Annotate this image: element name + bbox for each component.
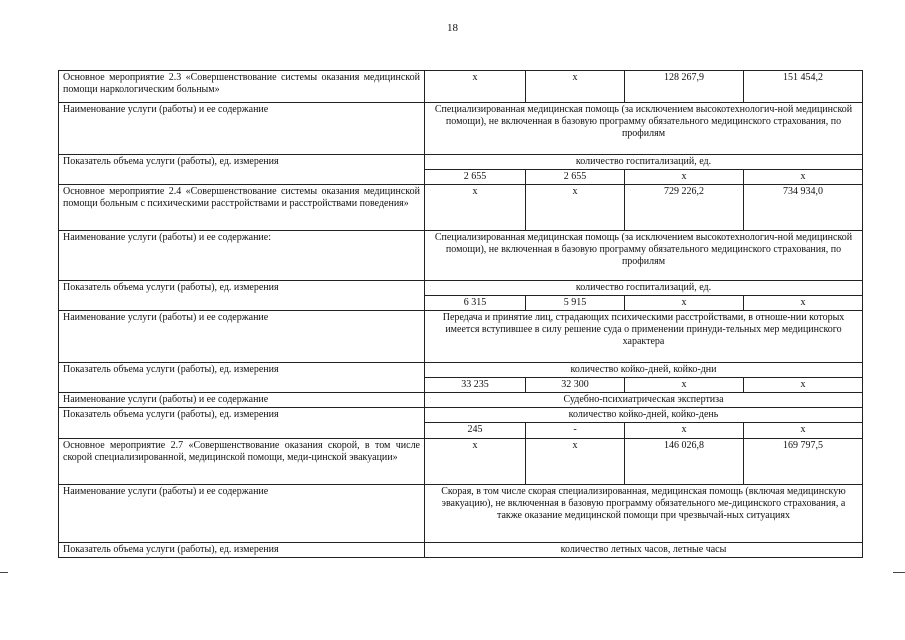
table-row [59,363,863,378]
value-cell: x [744,423,863,439]
table-row [59,311,863,363]
service-description: Специализированная медицинская помощь (за исключением высокотехнологич-ной медицинской помощи), не включенная в базовую программу обязательного медицинского страхования, по профилям [425,103,863,155]
value-cell: x [744,170,863,185]
value-cell: 169 797,5 [744,439,863,485]
value-cell: x [425,439,526,485]
activity-label: Основное мероприятие 2.7 «Совершенствование оказания скорой, в том числе скорой специализированной, медицинской помощи, меди-цинской эвакуации» [59,439,425,485]
service-label: Наименование услуги (работы) и ее содержание [59,393,425,408]
value-cell: x [526,439,625,485]
indicator-label: Показатель объема услуги (работы), ед. измерения [59,363,425,393]
unit-cell: количество госпитализаций, ед. [425,281,863,296]
service-label: Наименование услуги (работы) и ее содержание: [59,231,425,281]
value-cell: x [425,71,526,103]
table-row [59,485,863,543]
service-label: Наименование услуги (работы) и ее содержание [59,485,425,543]
unit-cell: количество госпитализаций, ед. [425,155,863,170]
value-cell: 151 454,2 [744,71,863,103]
value-cell: 729 226,2 [625,185,744,231]
activity-label: Основное мероприятие 2.3 «Совершенствование системы оказания медицинской помощи наркологическим больным» [59,71,425,103]
value-cell: 245 [425,423,526,439]
table-row [59,185,863,231]
value-cell: x [744,378,863,393]
value-cell: x [625,378,744,393]
value-cell: x [625,170,744,185]
indicator-label: Показатель объема услуги (работы), ед. измерения [59,408,425,439]
value-cell: 5 915 [526,296,625,311]
service-label: Наименование услуги (работы) и ее содержание [59,103,425,155]
service-description: Скорая, в том числе скорая специализированная, медицинская помощь (включая медицинскую эвакуацию), не включенная в базовую программу обязательного ме-дицинского страхования, а также оказание медицинской помощи при чрезвычай-ных ситуациях [425,485,863,543]
indicator-label: Показатель объема услуги (работы), ед. измерения [59,543,425,558]
unit-cell: количество койко-дней, койко-дни [425,363,863,378]
value-cell: 2 655 [526,170,625,185]
value-cell: x [526,185,625,231]
activity-label: Основное мероприятие 2.4 «Совершенствование системы оказания медицинской помощи больным с психическими расстройствами и расстройствами поведения» [59,185,425,231]
service-label: Наименование услуги (работы) и ее содержание [59,311,425,363]
unit-cell: количество летных часов, летные часы [425,543,863,558]
table-row [59,155,863,170]
value-cell: 2 655 [425,170,526,185]
value-cell: 128 267,9 [625,71,744,103]
indicator-label: Показатель объема услуги (работы), ед. измерения [59,281,425,311]
service-description: Судебно-психиатрическая экспертиза [425,393,863,408]
table-row [59,439,863,485]
value-cell: 734 934,0 [744,185,863,231]
value-cell: x [744,296,863,311]
left-margin-mark [0,572,8,573]
table-row [59,281,863,296]
table-row [59,103,863,155]
service-description: Передача и принятие лиц, страдающих психическими расстройствами, в отноше-нии которых имеется вступившее в силу решение суда о применении принуди-тельных мер медицинского характера [425,311,863,363]
value-cell: x [526,71,625,103]
table-row [59,393,863,408]
value-cell: x [625,423,744,439]
value-cell: 6 315 [425,296,526,311]
table-row [59,71,863,103]
value-cell: - [526,423,625,439]
right-margin-mark [893,572,905,573]
value-cell: 33 235 [425,378,526,393]
value-cell: 146 026,8 [625,439,744,485]
service-description: Специализированная медицинская помощь (за исключением высокотехнологич-ной медицинской помощи), не включенная в базовую программу обязательного медицинского страхования, по профилям [425,231,863,281]
page-number: 18 [447,22,458,34]
table-row [59,231,863,281]
value-cell: x [625,296,744,311]
unit-cell: количество койко-дней, койко-день [425,408,863,423]
value-cell: 32 300 [526,378,625,393]
program-table [58,70,863,558]
value-cell: x [425,185,526,231]
table-row [59,543,863,558]
table-row [59,408,863,423]
indicator-label: Показатель объема услуги (работы), ед. измерения [59,155,425,185]
